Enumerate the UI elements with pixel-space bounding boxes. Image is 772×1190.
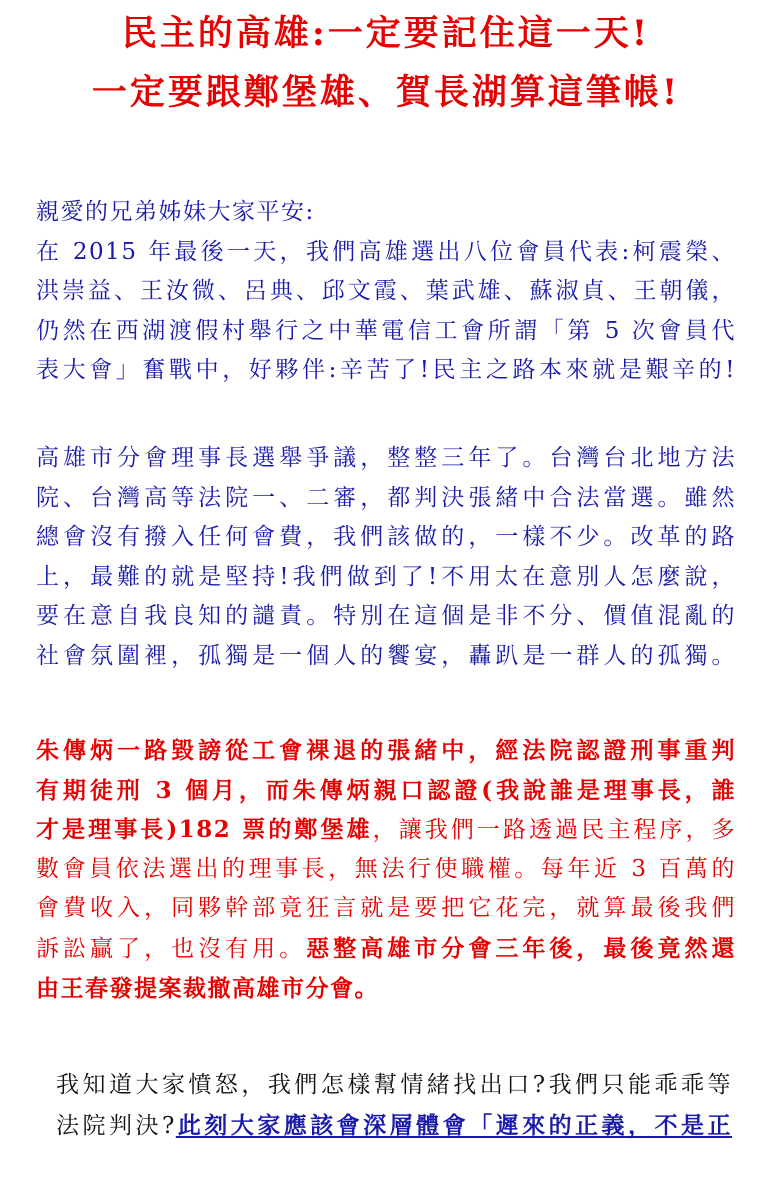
headline-line-2: 一定要跟鄭堡雄、賀長湖算這筆帳! <box>91 72 681 113</box>
paragraph-line: 社會氛圍裡，孤獨是一個人的饗宴，轟趴是一群人的孤獨。 <box>36 642 736 669</box>
paragraph-line: 在 2015 年最後一天，我們高雄選出八位會員代表:柯震榮、 <box>36 238 736 265</box>
paragraph-line: 院、台灣高等法院一、二審，都判決張緒中合法當選。雖然 <box>36 484 736 511</box>
emphasis-text: 惡整高雄市分會三年後，最後竟然還 <box>306 934 736 962</box>
paragraph-line: 表大會」奮戰中，好夥伴:辛苦了!民主之路本來就是艱辛的! <box>36 357 736 384</box>
paragraph-line <box>56 1106 732 1146</box>
paragraph-line: 總會沒有撥入任何會費，我們該做的，一樣不少。改革的路 <box>36 524 736 551</box>
paragraph-line: 仍然在西湖渡假村舉行之中華電信工會所謂「第 5 次會員代 <box>36 317 736 344</box>
paragraph-line: 會費收入，同夥幹部竟狂言就是要把它花完，就算最後我們 <box>36 895 736 922</box>
underlined-emphasis-text: 此刻大家應該會深層體會「遲來的正義，不是正 <box>175 1111 732 1139</box>
paragraph-line <box>36 929 736 969</box>
paragraph-line: 由王春發提案裁撤高雄市分會。 <box>36 974 379 1002</box>
paragraph-line: 上，最難的就是堅持!我們做到了!不用太在意別人怎麼說， <box>36 563 736 590</box>
paragraph-line: 要在意自我良知的譴責。特別在這個是非不分、價值混亂的 <box>36 603 736 630</box>
paragraph-line: 高雄市分會理事長選舉爭議，整整三年了。台灣台北地方法 <box>36 445 736 471</box>
greeting-line: 親愛的兄弟姊妹大家平安: <box>36 199 315 225</box>
paragraph-greeting <box>36 193 736 391</box>
emphasis-text: 才是理事長)182 票的鄭堡雄 <box>36 816 373 844</box>
paragraph-line: 洪崇益、王汝微、呂典、邱文霞、葉武雄、蘇淑貞、王朝儀， <box>36 278 736 305</box>
paragraph-accusation <box>36 731 736 1008</box>
paragraph-closing <box>56 1066 732 1145</box>
paragraph-election-dispute <box>36 439 736 677</box>
paragraph-line: 數會員依法選出的理事長，無法行使職權。每年近 3 百萬的 <box>36 855 736 882</box>
headline-line-1: 民主的高雄:一定要記住這一天! <box>121 13 651 54</box>
paragraph-line: 有期徒刑 3 個月，而朱傳炳親口認證(我說誰是理事長，誰 <box>36 776 736 804</box>
paragraph-line: 朱傳炳一路毀謗從工會裸退的張緒中，經法院認證刑事重判 <box>36 737 736 764</box>
plain-text: 法院判決? <box>56 1112 176 1139</box>
plain-text: 訴訟贏了，也沒有用。 <box>36 935 307 962</box>
paragraph-line <box>36 810 736 850</box>
plain-text: ，讓我們一路透過民主程序，多 <box>372 817 736 844</box>
paragraph-line: 我知道大家憤怒，我們怎樣幫情緒找出口?我們只能乖乖等 <box>56 1072 732 1098</box>
